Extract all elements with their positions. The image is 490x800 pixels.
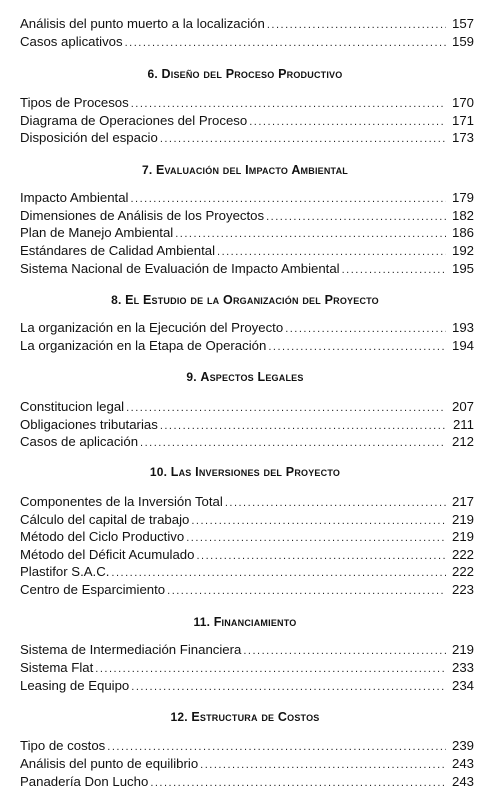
toc-entry-page: 217 <box>451 494 474 509</box>
chapter-number: 10. <box>149 465 168 479</box>
toc-entry-page: 194 <box>451 338 474 353</box>
toc-entry-title: La organización en la Etapa de Operación <box>20 338 267 353</box>
toc-entry <box>20 756 474 772</box>
toc-entry-title: Obligaciones tributarias <box>20 417 158 432</box>
chapter-number: 8. <box>111 293 122 307</box>
toc-entry-page: 233 <box>451 660 474 675</box>
chapter-heading <box>0 465 490 479</box>
toc-entry-title: Estándares de Calidad Ambiental <box>20 243 216 258</box>
chapter-heading <box>0 163 490 177</box>
toc-entry-page: 186 <box>451 225 474 240</box>
toc-entry-title: Componentes de la Inversión Total <box>20 494 223 509</box>
toc-entry <box>20 225 474 241</box>
leader-dots <box>140 437 446 450</box>
chapter-number: 7. <box>142 163 153 177</box>
chapter-title: Evaluación del Impacto Ambiental <box>155 163 348 177</box>
toc-entry <box>20 529 474 545</box>
toc-entry-title: Constitucion legal <box>20 399 125 414</box>
leader-dots <box>160 420 446 433</box>
toc-entry-title: La organización en la Ejecución del Proyecto <box>20 320 284 335</box>
toc-entry-page: 239 <box>451 738 474 753</box>
toc-entry <box>20 494 474 510</box>
chapter-number: 9. <box>186 370 197 384</box>
leader-dots <box>249 116 446 129</box>
toc-entry-title: Sistema Nacional de Evaluación de Impacto Ambiental <box>20 261 340 276</box>
leader-dots <box>285 323 446 336</box>
toc-entry <box>20 582 474 598</box>
toc-entry <box>20 95 474 111</box>
chapter-heading <box>0 710 490 724</box>
leader-dots <box>243 645 446 658</box>
toc-entry-title: Análisis del punto muerto a la localización <box>20 16 265 31</box>
toc-entry <box>20 738 474 754</box>
leader-dots <box>131 98 446 111</box>
toc-entry <box>20 642 474 658</box>
toc-entry <box>20 547 474 563</box>
chapter-heading <box>0 67 490 81</box>
toc-entry <box>20 261 474 277</box>
chapter-heading <box>0 615 490 629</box>
toc-entry-page: 212 <box>451 434 474 449</box>
chapter-title: Estructura de Costos <box>191 710 320 724</box>
toc-entry-page: 157 <box>451 16 474 31</box>
toc-entry <box>20 338 474 354</box>
chapter-number: 11. <box>193 615 211 629</box>
leader-dots <box>225 497 446 510</box>
leader-dots <box>196 550 446 563</box>
toc-entry-title: Dimensiones de Análisis de los Proyectos <box>20 208 265 223</box>
leader-dots <box>217 246 446 259</box>
toc-entry-title: Plastifor S.A.C. <box>20 564 110 579</box>
leader-dots <box>266 211 446 224</box>
toc-entry <box>20 564 474 580</box>
toc-entry-page: 211 <box>452 417 474 432</box>
toc-entry-title: Disposición del espacio <box>20 130 158 145</box>
toc-entry <box>20 208 474 224</box>
toc-entry-page: 219 <box>451 642 474 657</box>
chapter-title: El Estudio de la Organización del Proyecto <box>125 293 379 307</box>
leader-dots <box>131 193 447 206</box>
chapter-heading <box>0 293 490 307</box>
toc-entry <box>20 130 474 146</box>
toc-entry-title: Diagrama de Operaciones del Proceso <box>20 113 248 128</box>
toc-entry-page: 182 <box>451 208 474 223</box>
toc-entry-title: Leasing de Equipo <box>20 678 130 693</box>
toc-entry <box>20 190 474 206</box>
leader-dots <box>160 133 446 146</box>
toc-entry-page: 243 <box>451 774 474 789</box>
chapter-title: Diseño del Proceso Productivo <box>161 67 343 81</box>
toc-entry-page: 159 <box>451 34 474 49</box>
leader-dots <box>125 37 446 50</box>
toc-entry <box>20 399 474 415</box>
leader-dots <box>107 741 446 754</box>
toc-entry-page: 179 <box>451 190 474 205</box>
leader-dots <box>267 19 446 32</box>
toc-entry-title: Centro de Esparcimiento <box>20 582 166 597</box>
toc-entry-page: 173 <box>451 130 474 145</box>
toc-entry-title: Tipos de Procesos <box>20 95 129 110</box>
toc-entry-page: 219 <box>451 512 474 527</box>
leader-dots <box>150 777 446 790</box>
toc-entry <box>20 243 474 259</box>
leader-dots <box>126 402 446 415</box>
toc-entry-page: 222 <box>451 564 474 579</box>
toc-entry-page: 195 <box>451 261 474 276</box>
chapter-number: 12. <box>170 710 188 724</box>
toc-entry-page: 170 <box>451 95 474 110</box>
toc-entry-title: Panadería Don Lucho <box>20 774 149 789</box>
toc-entry <box>20 16 474 32</box>
toc-entry-title: Plan de Manejo Ambiental <box>20 225 174 240</box>
toc-entry-page: 222 <box>451 547 474 562</box>
chapter-title: Aspectos Legales <box>200 370 304 384</box>
toc-entry-title: Casos de aplicación <box>20 434 139 449</box>
chapter-title: Financiamiento <box>213 615 297 629</box>
toc-entry-page: 207 <box>451 399 474 414</box>
leader-dots <box>342 264 446 277</box>
toc-entry-title: Impacto Ambiental <box>20 190 129 205</box>
toc-entry-title: Tipo de costos <box>20 738 106 753</box>
leader-dots <box>191 515 446 528</box>
leader-dots <box>175 228 446 241</box>
chapter-heading <box>0 370 490 384</box>
chapter-number: 6. <box>147 67 158 81</box>
toc-entry <box>20 434 474 450</box>
toc-entry-title: Análisis del punto de equilibrio <box>20 756 199 771</box>
chapter-title: Las Inversiones del Proyecto <box>170 465 341 479</box>
toc-entry-page: 223 <box>451 582 474 597</box>
toc-entry <box>20 34 474 50</box>
toc-entry-page: 171 <box>451 113 474 128</box>
toc-entry <box>20 113 474 129</box>
toc-entry-title: Sistema de Intermediación Financiera <box>20 642 242 657</box>
leader-dots <box>111 567 446 580</box>
toc-entry <box>20 678 474 694</box>
leader-dots <box>186 532 446 545</box>
toc-entry-title: Método del Ciclo Productivo <box>20 529 185 544</box>
leader-dots <box>268 341 446 354</box>
leader-dots <box>167 585 446 598</box>
toc-entry-page: 243 <box>451 756 474 771</box>
toc-entry-page: 219 <box>451 529 474 544</box>
toc-entry <box>20 417 474 433</box>
toc-entry <box>20 320 474 336</box>
toc-entry-page: 192 <box>451 243 474 258</box>
leader-dots <box>95 663 446 676</box>
leader-dots <box>200 759 446 772</box>
toc-entry-page: 234 <box>451 678 474 693</box>
toc-entry-title: Cálculo del capital de trabajo <box>20 512 190 527</box>
toc-entry-title: Método del Déficit Acumulado <box>20 547 195 562</box>
leader-dots <box>131 681 446 694</box>
toc-entry-page: 193 <box>451 320 474 335</box>
toc-entry-title: Sistema Flat <box>20 660 94 675</box>
toc-entry-title: Casos aplicativos <box>20 34 123 49</box>
toc-entry <box>20 660 474 676</box>
toc-entry <box>20 774 474 790</box>
toc-entry <box>20 512 474 528</box>
